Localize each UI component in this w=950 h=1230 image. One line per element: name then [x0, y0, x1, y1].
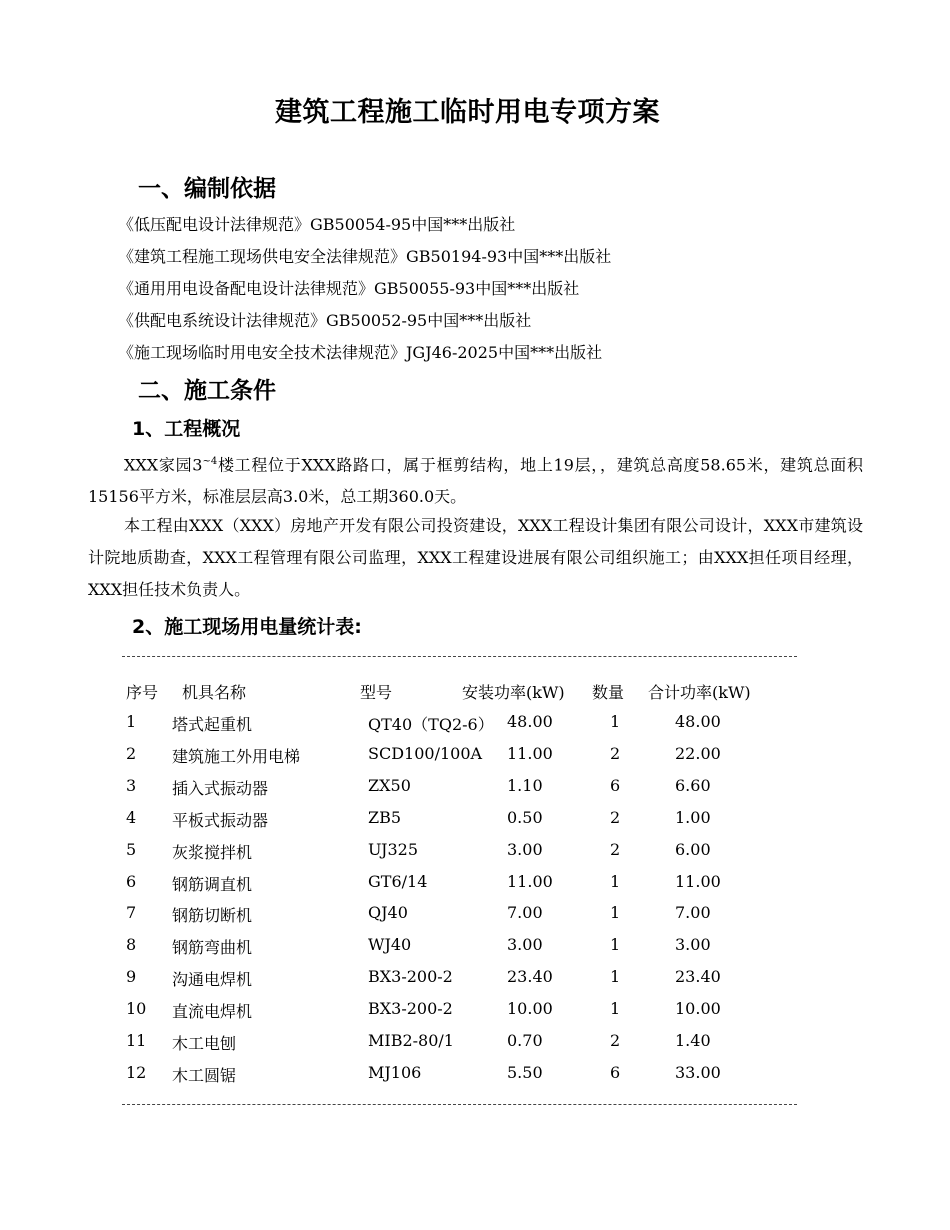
cell-installed-power: 0.50 — [507, 807, 543, 827]
section-heading-basis: 一、编制依据 — [138, 176, 276, 202]
cell-total-power: 48.00 — [675, 712, 721, 731]
cell-total-power: 6.00 — [675, 839, 711, 859]
cell-total-power: 22.00 — [675, 743, 721, 763]
reference-item: 《通用用电设备配电设计法律规范》GB50055-93中国***出版社 — [118, 279, 580, 298]
cell-index: 6 — [126, 871, 137, 891]
cell-total-power: 7.00 — [675, 903, 711, 923]
cell-equipment-name: 沟通电焊机 — [172, 970, 253, 990]
cell-quantity: 1 — [610, 999, 621, 1019]
cell-installed-power: 5.50 — [507, 1062, 543, 1082]
cell-installed-power: 3.00 — [507, 935, 543, 955]
cell-model: QJ40 — [368, 903, 408, 923]
cell-model: MJ106 — [368, 1062, 422, 1082]
cell-quantity: 1 — [610, 871, 621, 891]
table-header-row — [0, 680, 950, 710]
cell-model: UJ325 — [368, 839, 419, 859]
reference-item: 《施工现场临时用电安全技术法律规范》JGJ46-2025中国***出版社 — [118, 343, 603, 362]
cell-equipment-name: 平板式振动器 — [172, 810, 269, 830]
table-row — [0, 967, 950, 997]
cell-installed-power: 0.70 — [507, 1031, 543, 1050]
column-header-total-power: 合计功率(kW) — [648, 683, 751, 702]
cell-installed-power: 11.00 — [507, 743, 553, 763]
cell-model: MIB2-80/1 — [368, 1031, 454, 1050]
cell-model: ZX50 — [368, 775, 411, 795]
table-row — [0, 776, 950, 806]
cell-index: 4 — [126, 807, 137, 827]
overview-text-start: XXX家园3 — [124, 455, 203, 475]
table-row — [0, 1063, 950, 1093]
cell-model: GT6/14 — [368, 871, 428, 891]
cell-total-power: 3.00 — [675, 935, 711, 955]
table-row — [0, 1031, 950, 1061]
overview-text-rest: 楼工程位于XXX路路口，属于框剪结构，地上19层，，建筑总高度58.65米，建筑总面积15156平方米，标准层层高3.0米，总工期360.0天。 — [88, 455, 863, 507]
subsection-heading-overview: 1、工程概况 — [132, 418, 241, 440]
cell-index: 3 — [126, 775, 137, 795]
cell-installed-power: 10.00 — [507, 999, 553, 1019]
cell-quantity: 1 — [610, 935, 621, 955]
column-header-index: 序号 — [126, 683, 159, 702]
table-row — [0, 872, 950, 902]
cell-quantity: 1 — [610, 903, 621, 923]
cell-index: 8 — [126, 935, 137, 955]
section-heading-conditions: 二、施工条件 — [138, 378, 276, 404]
cell-quantity: 2 — [610, 743, 621, 763]
cell-total-power: 11.00 — [675, 871, 721, 891]
cell-installed-power: 23.40 — [507, 967, 553, 987]
column-header-installed-power: 安装功率(kW) — [462, 683, 565, 702]
cell-total-power: 6.60 — [675, 775, 711, 795]
cell-installed-power: 7.00 — [507, 903, 543, 923]
table-row — [0, 840, 950, 870]
cell-quantity: 2 — [610, 839, 621, 859]
table-row — [0, 744, 950, 774]
cell-equipment-name: 直流电焊机 — [172, 1002, 253, 1022]
table-row — [0, 712, 950, 742]
cell-model: WJ40 — [368, 935, 412, 955]
table-row — [0, 999, 950, 1029]
cell-index: 9 — [126, 967, 137, 987]
reference-item: 《建筑工程施工现场供电安全法律规范》GB50194-93中国***出版社 — [118, 247, 612, 266]
cell-total-power: 1.00 — [675, 807, 711, 827]
cell-total-power: 1.40 — [675, 1031, 711, 1050]
reference-item: 《供配电系统设计法律规范》GB50052-95中国***出版社 — [118, 311, 532, 330]
cell-installed-power: 48.00 — [507, 712, 553, 731]
cell-equipment-name: 钢筋弯曲机 — [172, 938, 253, 958]
column-header-name: 机具名称 — [182, 683, 247, 702]
cell-index: 5 — [126, 839, 137, 859]
cell-equipment-name: 塔式起重机 — [172, 715, 253, 734]
cell-installed-power: 3.00 — [507, 839, 543, 859]
cell-model: SCD100/100A — [368, 743, 483, 763]
overview-building-range: ~4 — [202, 456, 218, 467]
document-title: 建筑工程施工临时用电专项方案 — [275, 97, 660, 128]
reference-item: 《低压配电设计法律规范》GB50054-95中国***出版社 — [118, 215, 516, 234]
overview-paragraph — [88, 446, 863, 513]
cell-index: 11 — [126, 1031, 147, 1050]
cell-equipment-name: 插入式振动器 — [172, 778, 269, 798]
cell-index: 7 — [126, 903, 137, 923]
cell-total-power: 23.40 — [675, 967, 721, 987]
table-row — [0, 903, 950, 933]
cell-index: 2 — [126, 743, 137, 763]
cell-total-power: 10.00 — [675, 999, 721, 1019]
cell-equipment-name: 灰浆搅拌机 — [172, 842, 253, 862]
table-bottom-divider — [122, 1104, 797, 1105]
cell-equipment-name: 钢筋调直机 — [172, 874, 253, 894]
column-header-model: 型号 — [360, 683, 393, 702]
cell-index: 10 — [126, 999, 147, 1019]
cell-index: 12 — [126, 1062, 147, 1082]
cell-model: QT40（TQ2-6） — [368, 715, 494, 734]
cell-total-power: 33.00 — [675, 1062, 721, 1082]
cell-model: BX3-200-2 — [368, 999, 453, 1019]
cell-equipment-name: 建筑施工外用电梯 — [172, 746, 301, 766]
cell-quantity: 6 — [610, 1062, 621, 1082]
cell-quantity: 2 — [610, 807, 621, 827]
parties-paragraph: 本工程由XXX（XXX）房地产开发有限公司投资建设，XXX工程设计集团有限公司设计，XXX市建筑设计院地质勘查，XXX工程管理有限公司监理，XXX工程建设进展有限公司组织施工；由XXX担任项目经理，XXX担任技术负责人。 — [88, 516, 863, 599]
cell-quantity: 6 — [610, 775, 621, 795]
cell-quantity: 1 — [610, 967, 621, 987]
column-header-quantity: 数量 — [592, 683, 625, 702]
cell-model: BX3-200-2 — [368, 967, 453, 987]
table-row — [0, 808, 950, 838]
cell-installed-power: 11.00 — [507, 871, 553, 891]
cell-index: 1 — [126, 712, 137, 731]
cell-equipment-name: 钢筋切断机 — [172, 906, 253, 926]
table-row — [0, 935, 950, 965]
cell-installed-power: 1.10 — [507, 775, 543, 795]
table-top-divider — [122, 656, 797, 657]
subsection-heading-power-table: 2、施工现场用电量统计表: — [132, 616, 362, 638]
cell-quantity: 1 — [610, 712, 621, 731]
cell-equipment-name: 木工圆锯 — [172, 1065, 237, 1085]
cell-equipment-name: 木工电刨 — [172, 1034, 237, 1053]
cell-quantity: 2 — [610, 1031, 621, 1050]
cell-model: ZB5 — [368, 807, 402, 827]
